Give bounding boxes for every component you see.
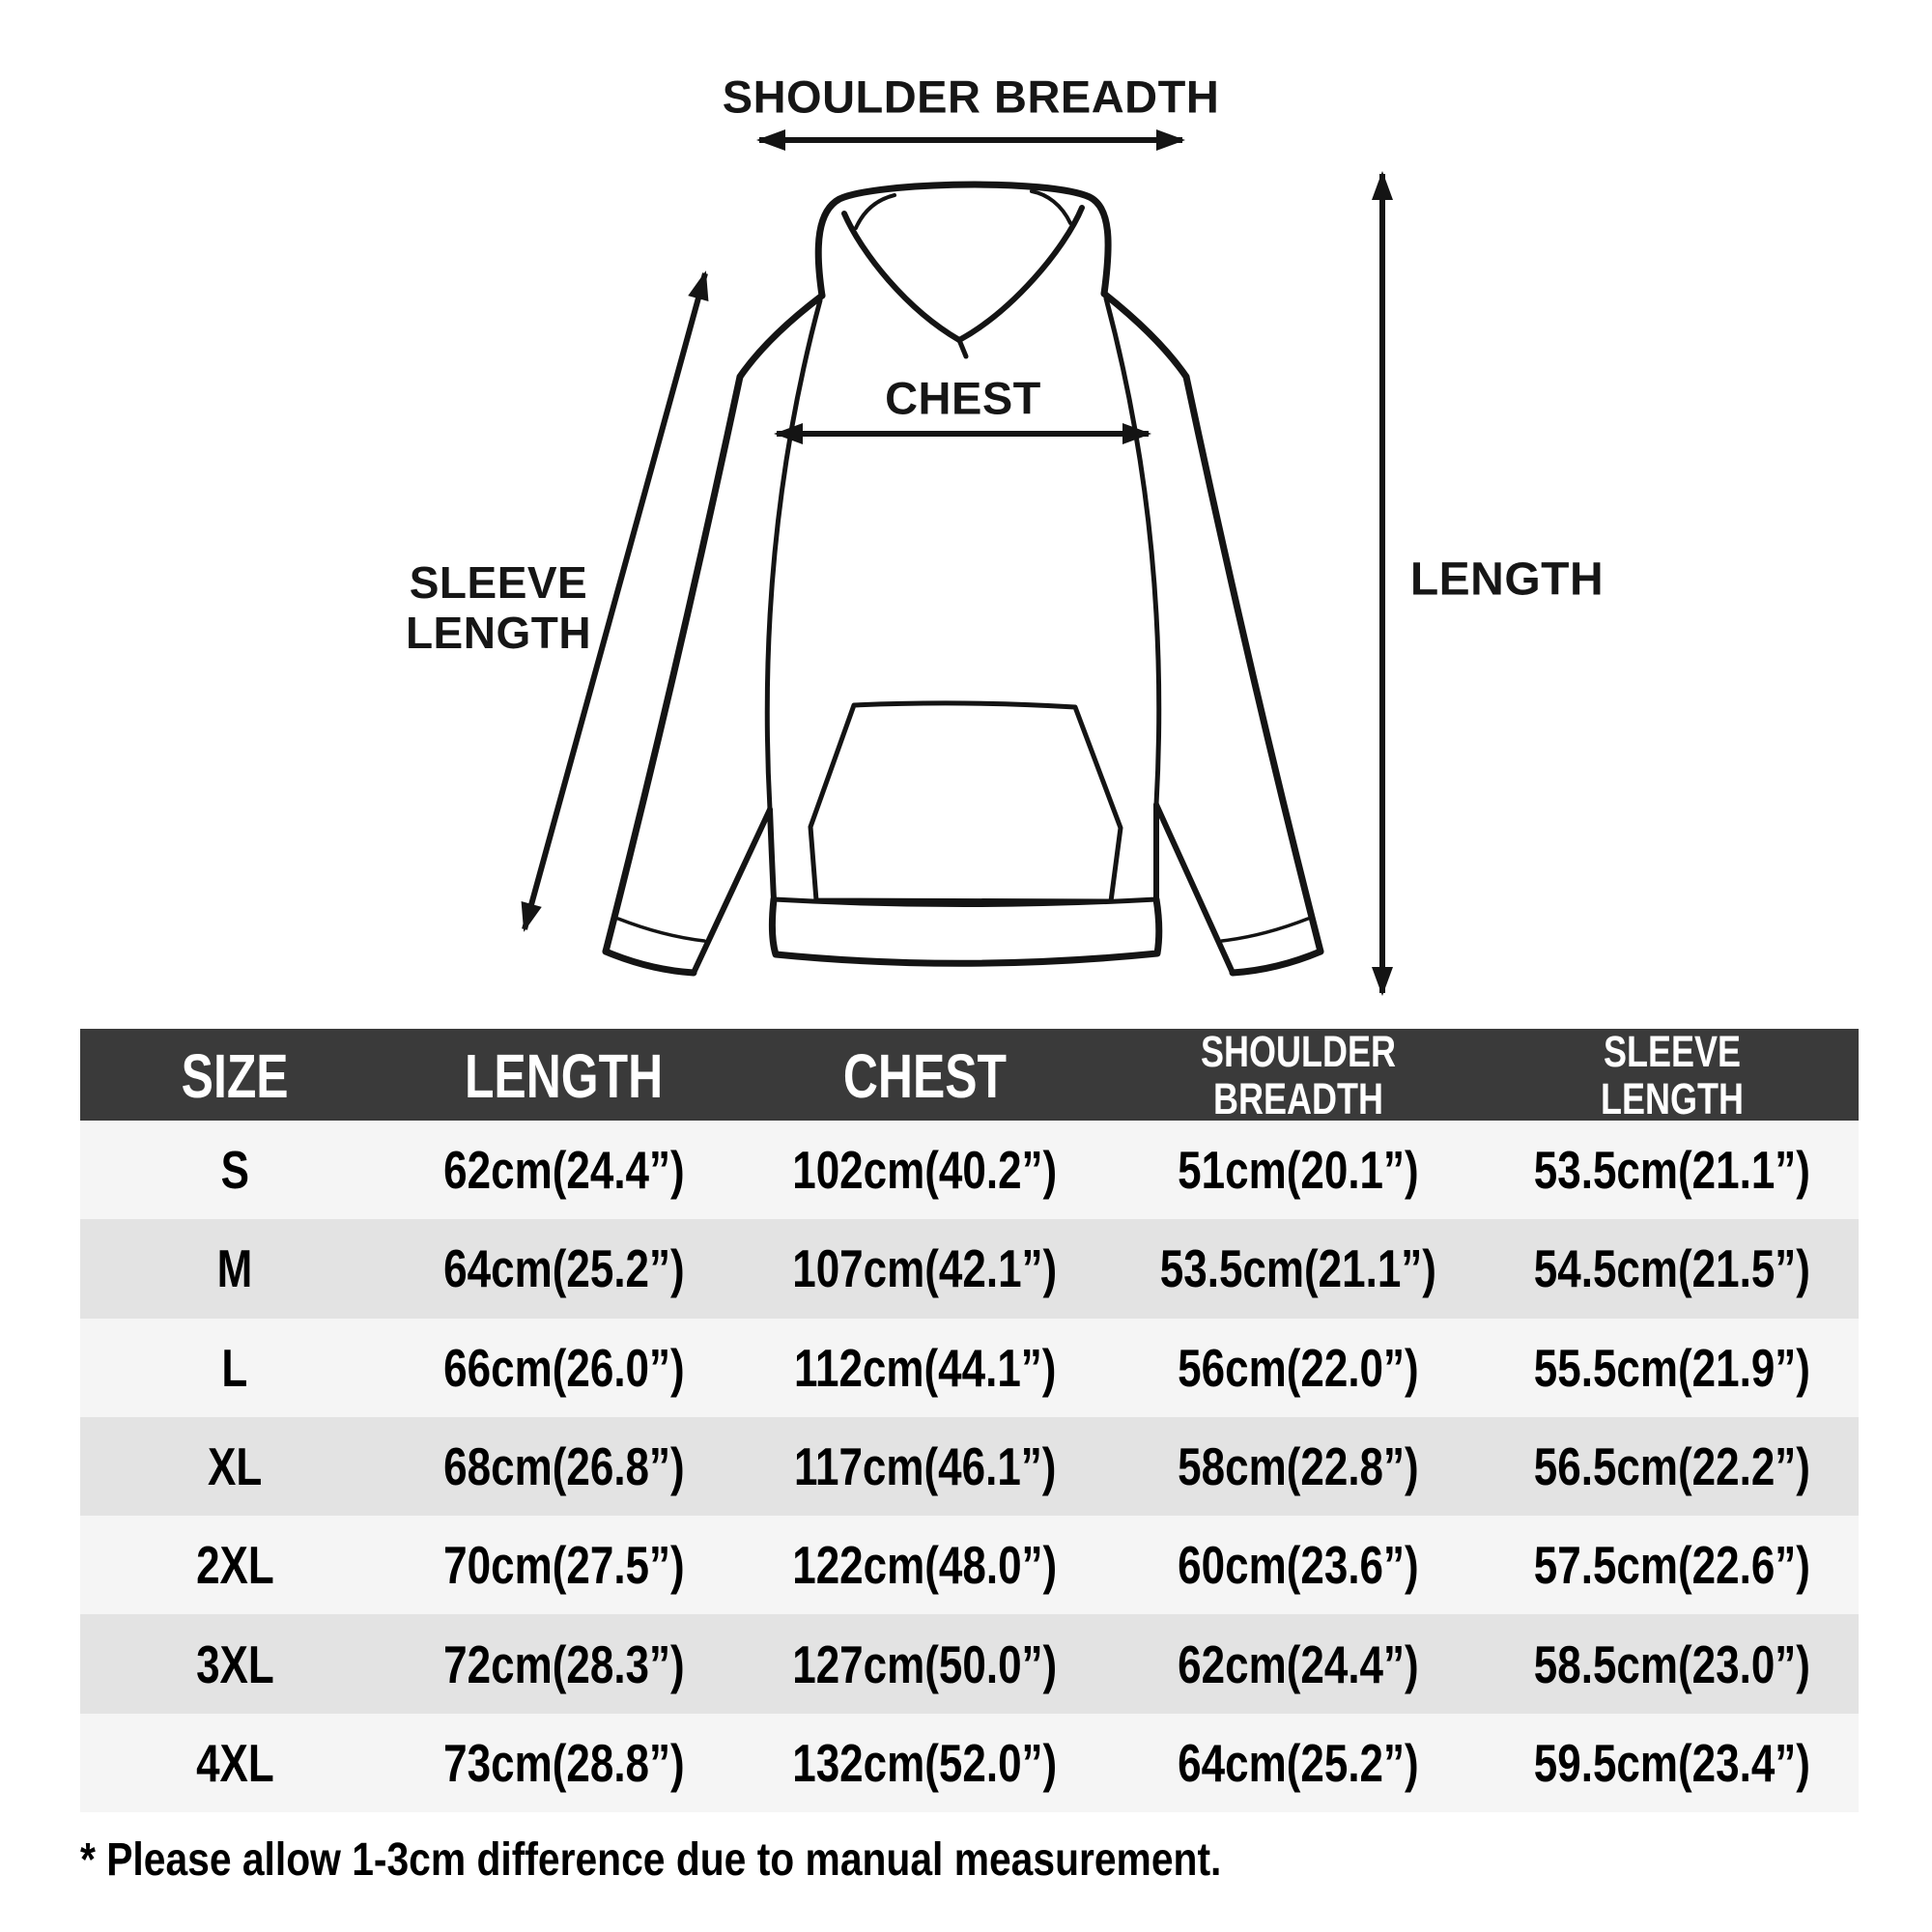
- table-row-4xl: [80, 1714, 1859, 1812]
- measurement-footnote: * Please allow 1-3cm difference due to manual measurement.: [80, 1834, 1222, 1886]
- sleeve-length-value: 56.5cm(22.2”): [1533, 1436, 1810, 1497]
- table-row-l: [80, 1319, 1859, 1417]
- shoulder-breadth-value: 58cm(22.8”): [1178, 1436, 1419, 1497]
- right-sleeve-outer: [1186, 377, 1321, 952]
- header-length: LENGTH: [465, 1040, 664, 1111]
- chest-value: 117cm(46.1”): [793, 1436, 1057, 1497]
- sleeve-length-value: 59.5cm(23.4”): [1533, 1732, 1810, 1793]
- sleeve-length-value: 58.5cm(23.0”): [1533, 1634, 1810, 1694]
- header-chest: CHEST: [842, 1040, 1008, 1111]
- left-sleeve-outer: [606, 377, 740, 952]
- sleeve-length-value: 54.5cm(21.5”): [1533, 1238, 1810, 1299]
- table-row-s: [80, 1121, 1859, 1219]
- sleeve-length-value: 57.5cm(22.6”): [1533, 1535, 1810, 1596]
- table-row-m: [80, 1219, 1859, 1318]
- right-raglan-seam: [1106, 298, 1159, 805]
- hood-fold-left: [856, 195, 895, 228]
- hood-v-right: [959, 208, 1082, 340]
- chest-value: 107cm(42.1”): [792, 1238, 1058, 1299]
- shoulder-breadth-value: 60cm(23.6”): [1178, 1535, 1419, 1596]
- length-value: 66cm(26.0”): [442, 1337, 685, 1398]
- left-cuff-edge: [606, 952, 694, 973]
- size-value: S: [220, 1140, 249, 1201]
- shoulder-breadth-value: 53.5cm(21.1”): [1159, 1238, 1437, 1299]
- right-cuff-edge: [1233, 952, 1321, 973]
- header-shoulder-breadth: SHOULDER BREADTH: [1201, 1027, 1397, 1123]
- header-size: SIZE: [181, 1040, 289, 1111]
- measurement-arrows: [525, 140, 1382, 993]
- chest-value: 122cm(48.0”): [792, 1535, 1058, 1596]
- sleeve-length-value: 55.5cm(21.9”): [1533, 1337, 1810, 1398]
- size-value: XL: [208, 1436, 263, 1497]
- shoulder-breadth-value: 51cm(20.1”): [1178, 1140, 1419, 1201]
- shoulder-breadth-value: 56cm(22.0”): [1178, 1337, 1419, 1398]
- length-value: 64cm(25.2”): [442, 1238, 685, 1299]
- size-table-header-row: [80, 1029, 1859, 1121]
- chest-value: 112cm(44.1”): [793, 1337, 1057, 1398]
- right-cuff-stitch: [1222, 919, 1308, 941]
- left-cuff-stitch: [618, 919, 704, 941]
- chest-value: 132cm(52.0”): [792, 1732, 1058, 1793]
- shoulder-breadth-value: 62cm(24.4”): [1178, 1634, 1419, 1694]
- length-label: LENGTH: [1409, 554, 1605, 606]
- size-value: 4XL: [195, 1732, 274, 1793]
- length-value: 68cm(26.8”): [442, 1436, 685, 1497]
- hood-fold-right: [1032, 191, 1070, 223]
- length-value: 62cm(24.4”): [442, 1140, 685, 1201]
- chest-value: 127cm(50.0”): [792, 1634, 1058, 1694]
- size-value: L: [221, 1337, 248, 1398]
- kangaroo-pocket: [810, 703, 1121, 901]
- shoulder-breadth-value: 64cm(25.2”): [1178, 1732, 1419, 1793]
- length-value: 73cm(28.8”): [442, 1732, 685, 1793]
- sleeve-length-label: SLEEVE LENGTH: [405, 557, 592, 658]
- chest-value: 102cm(40.2”): [792, 1140, 1058, 1201]
- hem-band: [772, 899, 1158, 963]
- chest-label: CHEST: [885, 372, 1041, 424]
- hood-v-left: [844, 213, 959, 340]
- shoulder-breadth-label: SHOULDER BREADTH: [722, 71, 1220, 123]
- size-value: 2XL: [195, 1535, 274, 1596]
- length-value: 70cm(27.5”): [442, 1535, 685, 1596]
- header-sleeve-length: SLEEVE LENGTH: [1600, 1027, 1744, 1123]
- left-body-edge: [770, 810, 774, 899]
- left-sleeve-inner: [694, 810, 770, 973]
- size-table: [80, 1029, 1859, 1812]
- table-row-3xl: [80, 1614, 1859, 1713]
- length-value: 72cm(28.3”): [442, 1634, 685, 1694]
- table-row-xl: [80, 1417, 1859, 1516]
- right-sleeve-inner: [1156, 805, 1233, 973]
- sleeve-length-value: 53.5cm(21.1”): [1533, 1140, 1810, 1201]
- size-value: M: [216, 1238, 253, 1299]
- left-raglan-seam: [767, 300, 820, 810]
- table-row-2xl: [80, 1516, 1859, 1614]
- hoodie-outline: [606, 185, 1321, 973]
- size-value: 3XL: [195, 1634, 274, 1694]
